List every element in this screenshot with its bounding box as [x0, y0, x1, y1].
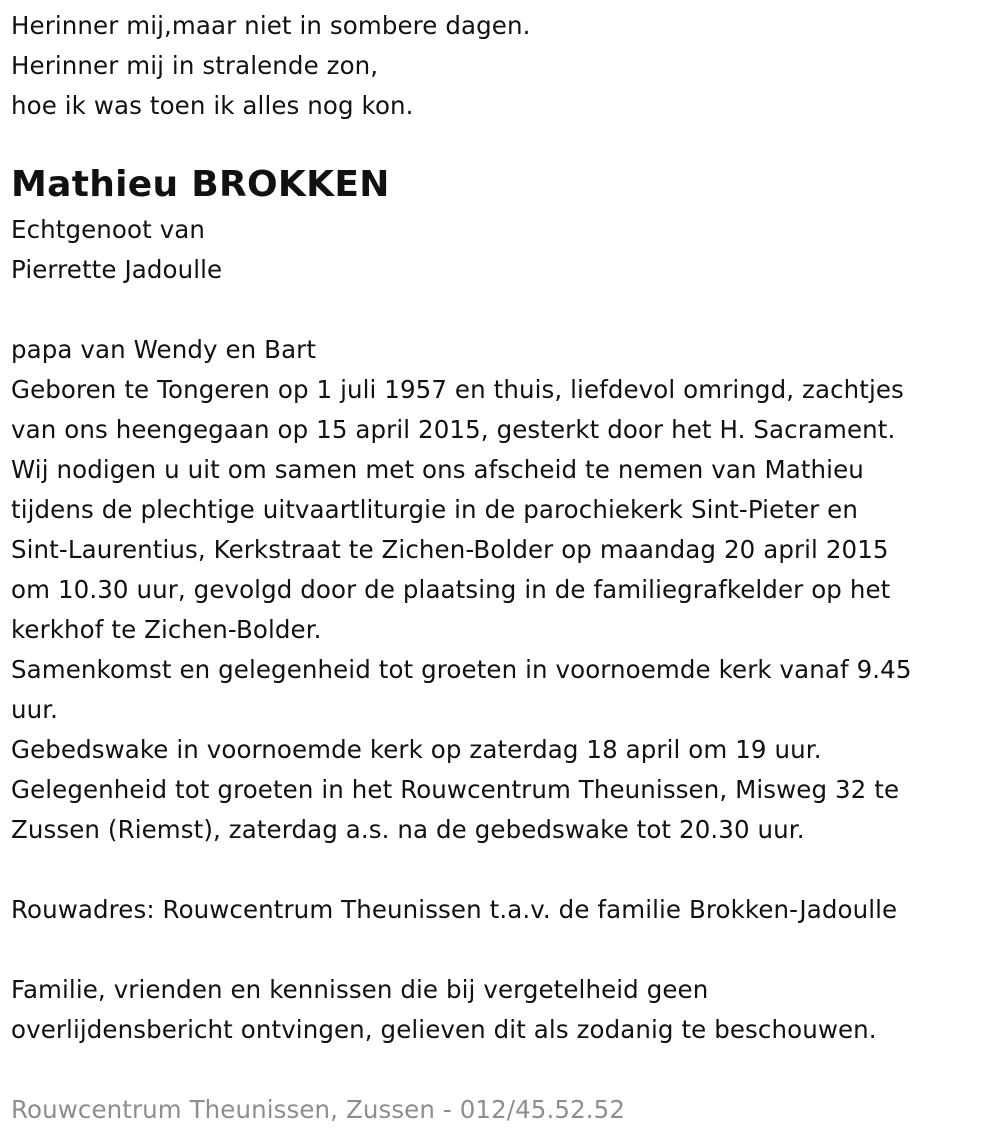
notice-body [11, 330, 996, 850]
body-line: Wij nodigen u uit om samen met ons afscheid te nemen van Mathieu [11, 455, 864, 484]
poem [11, 6, 996, 126]
spacer [11, 930, 996, 970]
body-line: Gelegenheid tot groeten in het Rouwcentrum Theunissen, Misweg 32 te [11, 775, 900, 804]
body-line: kerkhof te Zichen-Bolder. [11, 615, 322, 644]
body-line: uur. [11, 695, 59, 724]
mourning-address: Rouwadres: Rouwcentrum Theunissen t.a.v. de familie Brokken-Jadoulle [11, 895, 898, 924]
body-line: Sint-Laurentius, Kerkstraat te Zichen-Bolder op maandag 20 april 2015 [11, 535, 889, 564]
body-line: Samenkomst en gelegenheid tot groeten in voornoemde kerk vanaf 9.45 [11, 655, 912, 684]
spacer [11, 290, 996, 330]
body-line: Zussen (Riemst), zaterdag a.s. na de gebedswake tot 20.30 uur. [11, 815, 805, 844]
poem-line: Herinner mij,maar niet in sombere dagen. [11, 11, 531, 40]
body-line: Gebedswake in voornoemde kerk op zaterdag 18 april om 19 uur. [11, 735, 822, 764]
body-line: papa van Wendy en Bart [11, 335, 317, 364]
spouse-line: Echtgenoot van [11, 215, 206, 244]
poem-line: hoe ik was toen ik alles nog kon. [11, 91, 414, 120]
poem-line: Herinner mij in stralende zon, [11, 51, 379, 80]
body-line: van ons heengegaan op 15 april 2015, gesterkt door het H. Sacrament. [11, 415, 896, 444]
closing-line: Familie, vrienden en kennissen die bij vergetelheid geen [11, 975, 709, 1004]
body-line: tijdens de plechtige uitvaartliturgie in de parochiekerk Sint-Pieter en [11, 495, 858, 524]
closing-line: overlijdensbericht ontvingen, gelieven dit als zodanig te beschouwen. [11, 1015, 877, 1044]
spacer [11, 850, 996, 890]
closing-note [11, 970, 996, 1050]
body-line: om 10.30 uur, gevolgd door de plaatsing in de familiegrafkelder op het [11, 575, 891, 604]
body-line: Geboren te Tongeren op 1 juli 1957 en thuis, liefdevol omringd, zachtjes [11, 375, 904, 404]
spouse-block [11, 210, 996, 290]
spouse-line: Pierrette Jadoulle [11, 255, 223, 284]
deceased-name: Mathieu BROKKEN [11, 164, 390, 205]
obituary-notice [11, 6, 996, 1130]
funeral-home-footer: Rouwcentrum Theunissen, Zussen - 012/45.52.52 [11, 1095, 626, 1124]
